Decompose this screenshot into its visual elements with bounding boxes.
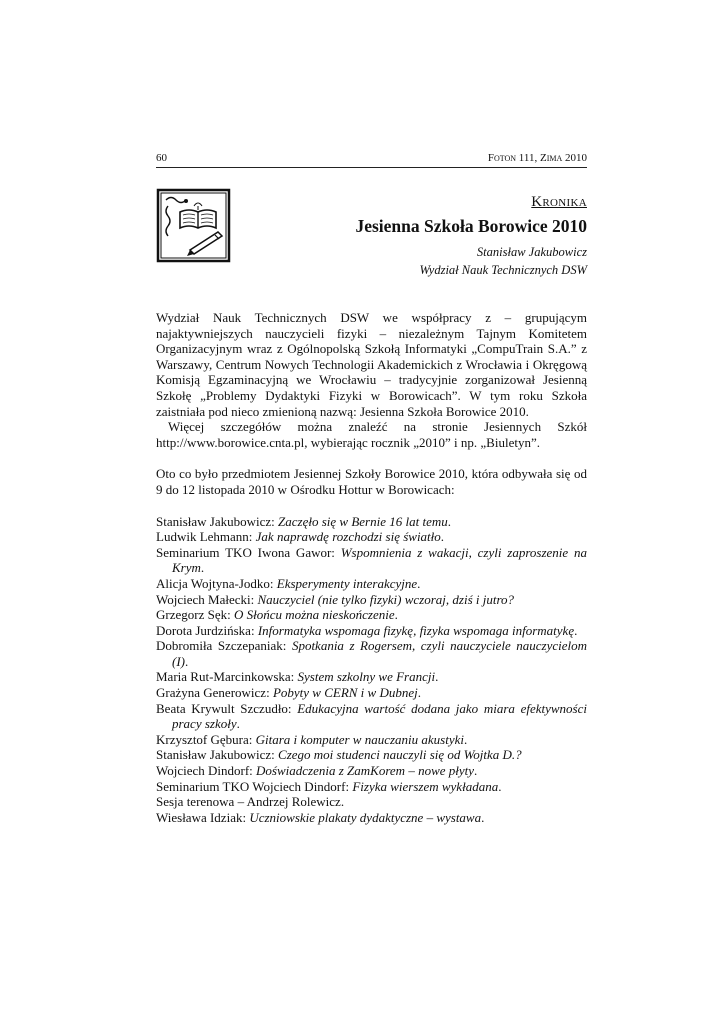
- program-topic: O Słońcu można nieskończenie: [233, 607, 395, 623]
- program-topic: Czego moi studenci nauczyli się od Wojtka D.?: [278, 747, 522, 763]
- program-item: [156, 685, 587, 701]
- intro-paragraph: Wydział Nauk Technicznych DSW we współpracy z – grupującym najaktywniejszych nauczycieli fizyki – niezależnym Tajnym Komitetem Organizacyjnym wraz z Ogólnopolską Szkołą Informatyki „CompuTrain S.A.” z Warszawy, Centrum Nowych Technologii Akademickich z Wrocławia i Okręgową Komisją Egzaminacyjną we Wrocławiu – tradycyjnie zorganizował Jesienną Szkołę „Problemy Dydaktyki Fizyki w Borowicach”. W tym roku Szkoła zaistniała pod nieco zmienioną nazwą: Jesienna Szkoła Borowice 2010.: [156, 310, 587, 419]
- program-item-end: .: [417, 575, 421, 591]
- program-speaker: Seminarium TKO Iwona Gawor:: [156, 544, 341, 560]
- program-speaker: Grzegorz Sęk:: [156, 607, 234, 623]
- program-item-end: .: [474, 763, 478, 779]
- program-topic: Spotkania z Rogersem, czyli nauczyciele nauczycielom (I): [172, 638, 588, 669]
- program-item: [156, 638, 587, 669]
- program-item: [156, 763, 587, 779]
- link-paragraph: Więcej szczegółów można znaleźć na stronie Jesiennych Szkół http://www.borowice.cnta.pl, wybierając rocznik „2010” i np. „Biuletyn”.: [156, 419, 587, 450]
- program-speaker: Grażyna Generowicz:: [156, 685, 273, 701]
- program-list: [156, 514, 587, 826]
- program-item-end: .: [574, 622, 578, 638]
- program-item: [156, 810, 587, 826]
- program-topic: Wspomnienia z wakacji, czyli zaproszenie na Krym: [172, 544, 587, 576]
- program-item: [156, 592, 587, 608]
- program-speaker: Krzysztof Gębura:: [156, 731, 256, 747]
- program-speaker: Ludwik Lehmann:: [156, 529, 256, 545]
- program-item: [156, 669, 587, 685]
- program-speaker: Stanisław Jakubowicz:: [156, 513, 279, 529]
- program-speaker: Wiesława Idziak:: [156, 809, 250, 825]
- author-affiliation: Wydział Nauk Technicznych DSW: [419, 263, 587, 277]
- program-intro-paragraph: Oto co było przedmiotem Jesiennej Szkoły Borowice 2010, która odbywała się od 9 do 12 listopada 2010 w Ośrodku Hottur w Borowicach:: [156, 466, 587, 497]
- program-item-end: .: [417, 685, 421, 701]
- program-item: [156, 779, 587, 795]
- document-page: [156, 152, 587, 825]
- program-speaker: Dobromiła Szczepaniak:: [156, 638, 292, 654]
- program-item-end: .: [200, 560, 205, 576]
- program-item: [156, 545, 587, 576]
- program-topic: Gitara i komputer w nauczaniu akustyki: [255, 731, 464, 747]
- program-topic: Nauczyciel (nie tylko fizyki) wczoraj, dziś i jutro?: [257, 591, 515, 607]
- program-item-end: .: [435, 669, 439, 685]
- program-speaker: Sesja terenowa – Andrzej Rolewicz.: [156, 794, 345, 810]
- program-topic: Jak naprawdę rozchodzi się światło: [255, 529, 441, 545]
- article-title: Jesienna Szkoła Borowice 2010: [355, 216, 587, 236]
- program-item: [156, 529, 587, 545]
- program-topic: Edukacyjna wartość dodana jako miara efektywności pracy szkoły: [172, 700, 587, 732]
- program-topic: Informatyka wspomaga fizykę, fizyka wspomaga informatykę: [257, 622, 575, 638]
- program-item-end: .: [394, 607, 398, 623]
- program-speaker: Dorota Jurdzińska:: [156, 622, 258, 638]
- program-item-end: .: [481, 809, 485, 825]
- program-speaker: Seminarium TKO Wojciech Dindorf:: [156, 778, 353, 794]
- program-topic: Eksperymenty interakcyjne: [276, 575, 418, 591]
- program-item: [156, 747, 587, 763]
- journal-name: Foton 111, Zima 2010: [487, 152, 587, 164]
- program-item: [156, 794, 587, 810]
- program-item-end: .: [463, 731, 468, 747]
- program-speaker: Maria Rut-Marcinkowska:: [156, 669, 298, 685]
- program-topic: System szkolny we Francji: [297, 669, 436, 685]
- program-item-end: .: [447, 513, 451, 529]
- program-item-end: .: [236, 716, 240, 732]
- program-item: [156, 576, 587, 592]
- program-item-end: .: [185, 653, 189, 669]
- book-and-pencil-icon: [156, 188, 231, 263]
- program-item: [156, 732, 587, 748]
- program-topic: Pobyty w CERN i w Dubnej: [272, 685, 418, 701]
- program-topic: Doświadczenia z ZamKorem – nowe płyty: [256, 763, 475, 779]
- program-item: [156, 623, 587, 639]
- program-item: [156, 514, 587, 530]
- program-speaker: Beata Krywult Szczudło:: [156, 700, 298, 716]
- program-speaker: Stanisław Jakubowicz:: [156, 747, 279, 763]
- program-item-end: .: [440, 529, 445, 545]
- program-item: [156, 607, 587, 623]
- page-number: 60: [156, 152, 167, 164]
- program-item: [156, 701, 587, 732]
- program-item-end: .: [498, 778, 502, 794]
- program-speaker: Wojciech Małecki:: [156, 591, 258, 607]
- running-header: [156, 152, 587, 168]
- program-speaker: Alicja Wojtyna-Jodko:: [156, 575, 277, 591]
- program-topic: Zaczęło się w Bernie 16 lat temu: [278, 513, 448, 529]
- program-speaker: Wojciech Dindorf:: [156, 763, 257, 779]
- program-topic: Fizyka wierszem wykładana: [352, 778, 499, 794]
- section-label: Kronika: [531, 194, 587, 210]
- article-author: Stanisław Jakubowicz: [476, 245, 587, 259]
- program-topic: Uczniowskie plakaty dydaktyczne – wystawa: [249, 809, 482, 825]
